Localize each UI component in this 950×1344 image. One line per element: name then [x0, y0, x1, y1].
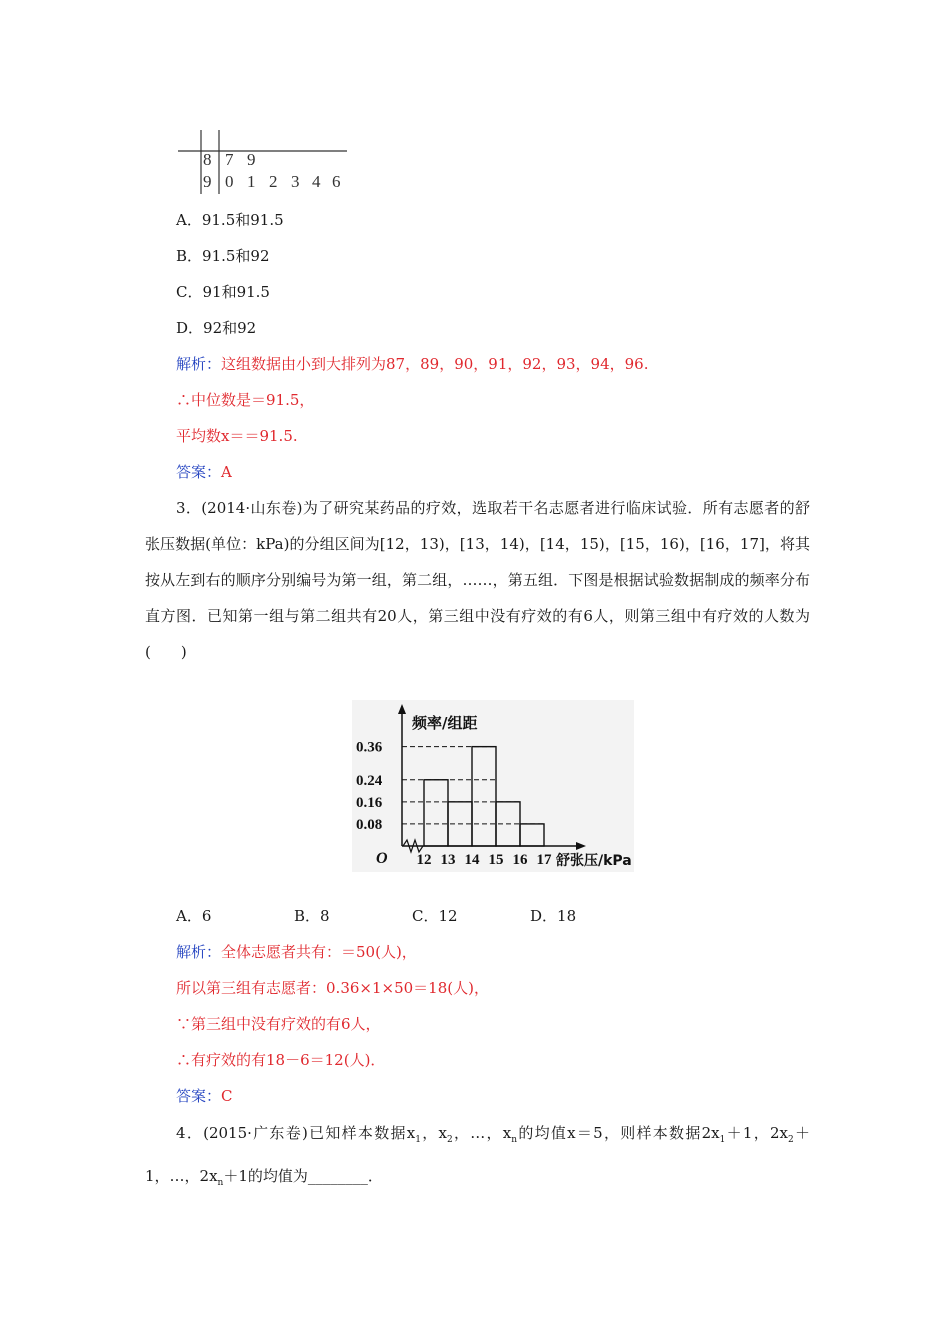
- leaf: 4: [312, 172, 321, 191]
- q3-option-d: D．18: [530, 907, 577, 925]
- y-axis-arrow: [398, 704, 406, 714]
- q4-text: ＋1，…，2x: [145, 1124, 810, 1185]
- leaf: 9: [247, 150, 256, 169]
- frequency-histogram: [352, 700, 634, 872]
- q3-answer: [176, 1086, 233, 1106]
- subscript: n: [511, 1135, 518, 1145]
- q2-option-a: A．91.5和91.5: [176, 211, 284, 229]
- q2-option-d: D．92和92: [176, 319, 257, 337]
- leaf: 7: [225, 150, 234, 169]
- y-tick-label: 0.36: [356, 739, 383, 756]
- subscript: 1: [719, 1135, 726, 1145]
- histogram-bar: [520, 824, 544, 846]
- subscript: 2: [446, 1135, 453, 1145]
- subscript: n: [217, 1178, 224, 1188]
- q2-mean: 平均数x＝＝91.5.: [176, 427, 298, 445]
- x-tick-label: 13: [440, 852, 456, 868]
- leaf: 3: [291, 172, 300, 191]
- q2-option-c: C．91和91.5: [176, 283, 270, 301]
- analysis-line: 所以第三组有志愿者：0.36×1×50＝18(人)，: [176, 979, 489, 997]
- leaf: 6: [332, 172, 341, 191]
- answer-value: C: [221, 1087, 233, 1105]
- q2-answer: [176, 462, 232, 482]
- subscript: 2: [787, 1135, 794, 1145]
- q3-options: [176, 906, 648, 926]
- q4-text: ＋1，2x: [725, 1124, 788, 1142]
- histogram-bar: [496, 802, 520, 846]
- q2-option-b: B．91.5和92: [176, 247, 270, 265]
- analysis-text: 这组数据由小到大排列为87，89，90，91，92，93，94，96.: [221, 355, 649, 373]
- answer-value: A: [221, 463, 232, 481]
- x-tick-label: 12: [416, 852, 432, 868]
- analysis-line: 全体志愿者共有：＝50(人)，: [221, 943, 417, 961]
- q4-text: ，x: [420, 1124, 447, 1142]
- q3-option-b: B．8: [294, 907, 330, 925]
- q4-text: ＋1的均值为________．: [223, 1167, 383, 1185]
- q4-text: 的均值x＝5，则样本数据2x: [517, 1124, 720, 1142]
- answer-label: 答案：: [176, 463, 222, 481]
- q2-median: ∴中位数是＝91.5，: [176, 391, 315, 409]
- x-tick-label: 15: [488, 852, 504, 868]
- analysis-label: 解析：: [176, 355, 222, 373]
- y-tick-label: 0.16: [356, 794, 383, 811]
- leaf: 1: [247, 172, 256, 191]
- leaf: 0: [225, 172, 234, 191]
- answer-label: 答案：: [176, 1087, 222, 1105]
- histogram-bar: [472, 747, 496, 846]
- q3-option-c: C．12: [412, 907, 458, 925]
- analysis-label: 解析：: [176, 943, 222, 961]
- x-axis-arrow: [576, 842, 586, 850]
- stem-8: 8: [203, 150, 212, 169]
- y-axis-title: 频率/组距: [412, 714, 478, 732]
- x-tick-label: 17: [536, 852, 552, 868]
- q2-analysis: [176, 354, 648, 374]
- analysis-line: ∵第三组中没有疗效的有6人，: [176, 1015, 381, 1033]
- leaf: 2: [269, 172, 278, 191]
- x-tick-label: 16: [512, 852, 528, 868]
- q4-text: ，…，x: [452, 1124, 512, 1142]
- analysis-line: ∴有疗效的有18－6＝12(人)．: [176, 1051, 386, 1069]
- q3-question: 3．(2014·山东卷)为了研究某药品的疗效，选取若干名志愿者进行临床试验．所有志愿者的舒张压数据(单位：kPa)的分组区间为[12，13)，[13，14)，[14，15)，[15，16)，[16，17]，将其按从左到右的顺序分别编号为第一组，第二组，……，第五组．下图是根据试验数据制成的频率分布直方图．已知第一组与第二组共有20人，第三组中没有疗效的有6人，则第三组中有疗效的人数为( ): [145, 499, 810, 661]
- q3-option-a: A．6: [176, 907, 212, 925]
- histogram-bar: [448, 802, 472, 846]
- origin-label: O: [376, 850, 388, 867]
- x-tick-label: 14: [464, 852, 480, 868]
- q4-question: [145, 1115, 810, 1201]
- q4-text: 4．(2015·广东卷)已知样本数据x: [176, 1124, 416, 1142]
- stem-9: 9: [203, 172, 212, 191]
- histogram-svg: [352, 700, 634, 872]
- x-axis-title: 舒张压/kPa: [556, 853, 632, 869]
- stem-leaf-lines: [175, 128, 355, 198]
- histogram-bar: [424, 780, 448, 846]
- y-tick-label: 0.24: [356, 772, 383, 789]
- subscript: 1: [415, 1135, 421, 1145]
- y-tick-label: 0.08: [356, 816, 383, 833]
- q3-analysis: [176, 942, 417, 962]
